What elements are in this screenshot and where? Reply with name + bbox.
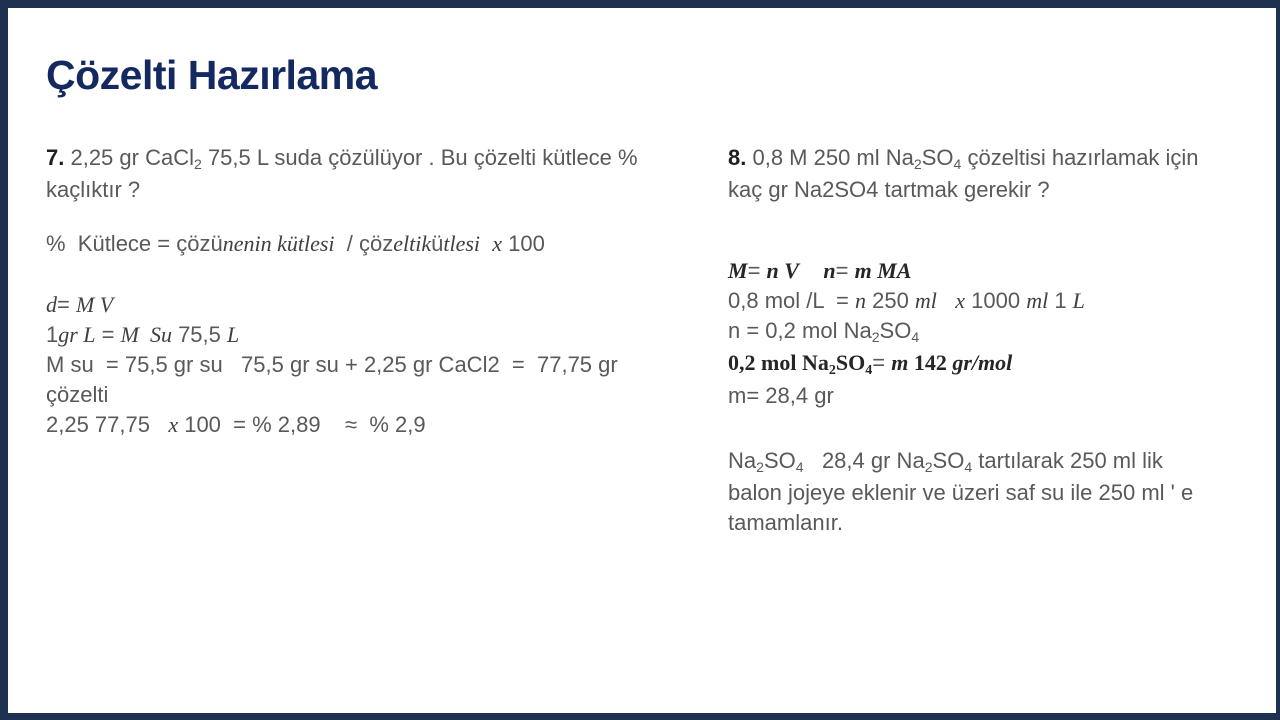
text-segment: n = 0,2 mol Na <box>728 318 872 343</box>
text-segment: tartılarak 250 ml lik <box>972 448 1163 473</box>
text-segment: 2,25 77,75 <box>46 412 169 437</box>
column-right <box>728 143 1233 538</box>
text-segment: = <box>835 258 855 283</box>
preparation-note-block <box>728 446 1233 538</box>
text-line <box>46 290 676 320</box>
text-segment: eltik <box>393 231 432 256</box>
text-segment: 1 <box>1048 288 1073 313</box>
text-segment: M Su <box>120 322 172 347</box>
text-segment: % Kütlece = çözü <box>46 231 223 256</box>
text-segment: kaçlıktır ? <box>46 177 141 202</box>
text-line <box>46 410 676 440</box>
text-segment: 7. <box>46 145 65 170</box>
text-segment: 100 <box>502 231 545 256</box>
text-segment: nenin kütlesi <box>222 231 335 256</box>
text-segment: 0,8 M 250 ml Na <box>746 145 914 170</box>
text-line <box>46 350 676 380</box>
text-segment: balon jojeye eklenir ve üzeri saf su ile 250 ml ' e <box>728 480 1194 505</box>
text-segment: 4 <box>953 155 962 172</box>
text-segment: gr/mol <box>952 350 1013 375</box>
text-segment: 1000 <box>965 288 1027 313</box>
text-segment: 4 <box>911 328 920 345</box>
text-segment: L <box>227 322 240 347</box>
text-segment: tamamlanır. <box>728 510 843 535</box>
text-line <box>46 320 676 350</box>
text-line <box>728 286 1233 316</box>
text-segment: SO <box>763 448 796 473</box>
text-segment: SO <box>835 350 866 375</box>
text-segment: 1 <box>46 322 59 347</box>
text-segment: 100 = % 2,89 ≈ % 2,9 <box>178 412 426 437</box>
text-segment: m MA <box>854 258 912 283</box>
text-segment: 2 <box>193 155 202 172</box>
text-segment: Na <box>728 448 757 473</box>
text-segment: 0,8 mol /L = <box>728 288 855 313</box>
text-segment <box>937 288 955 313</box>
text-segment: 8. <box>728 145 747 170</box>
text-segment: = <box>872 350 892 375</box>
text-line <box>46 175 676 205</box>
text-segment: çözeltisi hazırlamak için <box>961 145 1199 170</box>
text-line <box>728 508 1233 538</box>
text-segment: n V <box>766 258 799 283</box>
text-segment: d <box>46 292 57 317</box>
text-segment: 28,4 gr Na <box>803 448 925 473</box>
text-line <box>728 175 1233 205</box>
text-line <box>46 143 676 175</box>
text-segment: n <box>854 288 866 313</box>
text-segment: 0,2 mol Na <box>728 350 829 375</box>
text-segment: 4 <box>865 361 873 378</box>
text-segment: M V <box>75 292 114 317</box>
text-line <box>728 316 1233 348</box>
text-segment: 4 <box>964 458 973 475</box>
text-line <box>728 446 1233 478</box>
molarity-solution-block <box>728 256 1233 411</box>
text-segment: M su = 75,5 gr su 75,5 gr su + 2,25 gr CaCl2 = 77,75 gr <box>46 352 618 377</box>
text-segment: SO <box>879 318 912 343</box>
text-segment: x <box>955 288 966 313</box>
question-block <box>728 143 1233 205</box>
solution-block <box>46 290 676 440</box>
text-segment: 2 <box>828 361 836 378</box>
text-segment: = <box>57 292 76 317</box>
text-segment: ml <box>1026 288 1049 313</box>
text-line <box>728 143 1233 175</box>
text-line <box>728 348 1233 381</box>
text-segment: 142 <box>908 350 953 375</box>
text-line <box>728 381 1233 411</box>
text-segment: ü <box>431 231 444 256</box>
text-segment: tlesi <box>443 231 481 256</box>
text-line <box>46 380 676 410</box>
text-segment <box>799 258 823 283</box>
text-line <box>728 256 1233 286</box>
text-segment: / çöz <box>334 231 394 256</box>
text-segment: ml <box>914 288 937 313</box>
text-segment: = <box>95 322 121 347</box>
text-segment: x <box>492 231 503 256</box>
text-segment: SO <box>932 448 965 473</box>
text-segment: = <box>747 258 767 283</box>
text-segment: çözelti <box>46 382 109 407</box>
text-segment: x <box>168 412 179 437</box>
text-segment: m= 28,4 gr <box>728 383 834 408</box>
text-segment: 2 <box>756 458 764 475</box>
text-segment: 4 <box>795 458 804 475</box>
text-segment: n <box>823 258 836 283</box>
text-line <box>728 478 1233 508</box>
text-segment: 2,25 gr CaCl <box>64 145 194 170</box>
text-segment: 75,5 <box>171 322 227 347</box>
slide-title: Çözelti Hazırlama <box>46 52 377 98</box>
text-segment: 2 <box>924 458 933 475</box>
percent-formula-block <box>46 229 676 259</box>
text-segment: 250 <box>865 288 915 313</box>
text-segment <box>480 231 492 256</box>
text-segment: 2 <box>913 155 922 172</box>
question-block <box>46 143 676 205</box>
text-segment: m <box>891 350 909 375</box>
text-segment: SO <box>921 145 954 170</box>
text-segment: M <box>728 258 748 283</box>
text-segment: 75,5 L suda çözülüyor . Bu çözelti kütlece % <box>201 145 638 170</box>
text-segment: L <box>1072 288 1085 313</box>
text-segment: kaç gr Na2SO4 tartmak gerekir ? <box>728 177 1050 202</box>
text-segment: gr L <box>58 322 96 347</box>
text-line <box>46 229 676 259</box>
column-left <box>46 143 676 440</box>
text-segment: 2 <box>871 328 880 345</box>
